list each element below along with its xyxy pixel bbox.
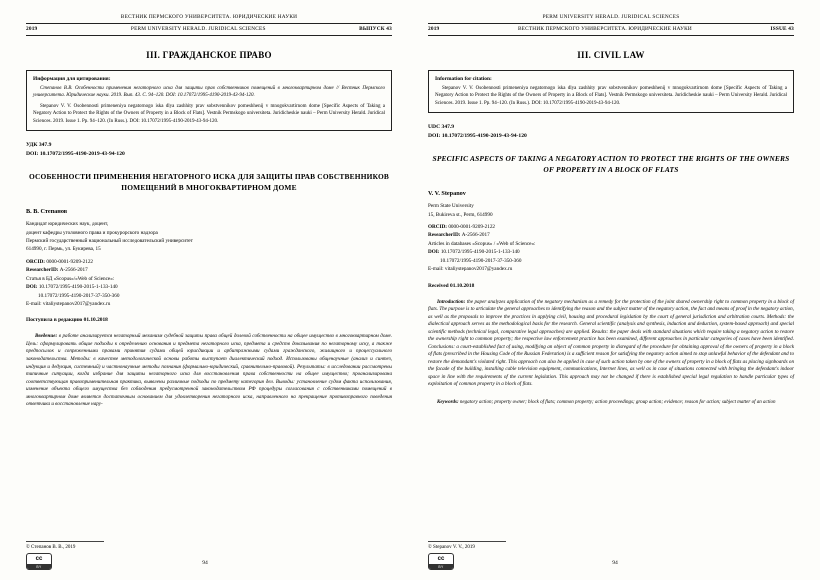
abstract-lead-en: Introduction: bbox=[437, 298, 466, 305]
author-ids-ru bbox=[26, 258, 392, 309]
cc-symbol: cc bbox=[35, 556, 43, 562]
cc-symbol: cc bbox=[437, 556, 445, 562]
abstract-en bbox=[428, 299, 794, 389]
footer-rule-right bbox=[428, 541, 506, 542]
year-right: 2019 bbox=[428, 26, 440, 32]
doi-db-line-1 bbox=[26, 283, 392, 291]
databases-line bbox=[26, 275, 392, 283]
citation-box-left bbox=[26, 70, 392, 131]
received-date-en: Received 01.10.2018 bbox=[428, 282, 475, 289]
author-ids-en bbox=[428, 223, 794, 274]
databases-label-en: Articles in databases «Scopus» / «Web of Science»: bbox=[428, 240, 536, 247]
citation-heading-right: Information for citation: bbox=[435, 76, 492, 83]
author-name-en: V. V. Stepanov bbox=[428, 190, 466, 198]
doi-db-line-en-1 bbox=[428, 248, 794, 256]
affiliation-line: Perm State University bbox=[428, 203, 474, 210]
researcherid-line-en bbox=[428, 231, 794, 239]
page-right-column bbox=[410, 0, 820, 580]
rule-bottom-left bbox=[26, 35, 392, 36]
doi-db-label-en: DOI: bbox=[428, 249, 441, 256]
citation-ru: Степанов В.В. Особенности применения негаторного иска для защиты прав собственников помещений в многоквартирном доме // Вестник Пермского университета. Юридические науки. 2019. Вып. 43. C. 94–120. DOI: 10.17072/1995-4190-2019-43-94-120. bbox=[33, 85, 385, 99]
doi-left: DOI: 10.17072/1995-4190-2019-43-94-120 bbox=[26, 150, 125, 157]
doi-db-label: DOI: bbox=[26, 284, 39, 291]
running-head-left: ВЕСТНИК ПЕРМСКОГО УНИВЕРСИТЕТА. ЮРИДИЧЕСКИЕ НАУКИ bbox=[120, 14, 298, 20]
researcherid-value-en: A-2566-2017 bbox=[461, 232, 490, 239]
email-line-ru bbox=[26, 300, 392, 308]
orcid-value-en: 0000-0001-9209-2122 bbox=[448, 224, 496, 231]
received-date-ru: Поступила в редакцию 01.10.2018 bbox=[26, 317, 108, 324]
orcid-line bbox=[26, 258, 392, 266]
email-label: E-mail: bbox=[26, 300, 43, 307]
copyright-ru: © Степанов В. В., 2019 bbox=[26, 545, 76, 550]
doi-db-line-2 bbox=[26, 292, 392, 300]
year-left: 2019 bbox=[26, 26, 38, 32]
citation-box-right bbox=[428, 70, 794, 113]
copyright-en: © Stepanov V. V., 2019 bbox=[428, 545, 475, 550]
orcid-value: 0000-0001-9209-2122 bbox=[46, 258, 94, 265]
abstract-lead-ru: Введение: bbox=[35, 333, 58, 340]
cc-label: BY bbox=[429, 564, 453, 569]
researcherid-label-en: ResearcherID: bbox=[428, 232, 462, 239]
doi-db-value-en: 10.17072/1995-4190-2015-1-133-140 bbox=[440, 249, 520, 256]
citation-en-right: Stepanov V. V. Osobennosti primeneniya negatornogo iska dlya zashhity prav sobstvennikov pomeshhenij v mnogokvartirnom dome [Specific Aspects of Taking a Negatory Action to Protect the Rights of the Owners of Property in a Block of Flats]. Vestnik Permskogo universiteta. Juridicheskie nauki – Perm University Herald. Juridical Sciences. 2019. Issue 1. Pp. 94–120. (In Russ.). DOI: 10.17072/1995-4190-2019-43-94-120. bbox=[435, 85, 787, 106]
doi-db-value-2: 10.17072/1995-4190-2017-37-350-360 bbox=[38, 292, 120, 299]
orcid-label-en: ORCID: bbox=[428, 224, 449, 231]
cc-label: BY bbox=[27, 564, 51, 569]
keywords-label: Keywords: bbox=[437, 399, 459, 405]
affiliation-ru bbox=[26, 220, 392, 254]
issue-left: ВЫПУСК 43 bbox=[359, 26, 392, 32]
udc-left: УДК 347.9 bbox=[26, 142, 52, 149]
issue-right: ISSUE 43 bbox=[770, 26, 794, 32]
doi-db-line-en-2 bbox=[428, 257, 794, 265]
orcid-label: ORCID: bbox=[26, 258, 47, 265]
author-name-ru: В. В. Степанов bbox=[26, 208, 68, 216]
article-title-en: SPECIFIC ASPECTS OF TAKING A NEGATORY ACTION TO PROTECT THE RIGHTS OF THE OWNERS OF PROPERTY IN A BLOCK OF FLATS bbox=[432, 153, 790, 175]
journal-name-left: PERM UNIVERSITY HERALD. JURIDICAL SCIENCES bbox=[130, 26, 266, 32]
affiliation-line: Кандидат юридических наук, доцент, bbox=[26, 221, 109, 228]
rule-bottom-right bbox=[428, 35, 794, 36]
affiliation-line: доцент кафедры уголовного права и прокурорского надзора bbox=[26, 229, 158, 236]
citation-en-left: Stepanov V. V. Osobennosti primeneniya negatornogo iska dlya zashhity prav sobstvennikov pomeshhenij v mnogokvartirnom dome [Specific Aspects of Taking a Negatory Action to Protect the Rights of the Owners of Property in a Block of Flats]. Vestnik Permskogo universiteta. Juridicheskie nauki – Perm University Herald. Juridical Sciences. 2019. Issue 1. Pp. 94–120. (In Russ.). DOI: 10.17072/1995-4190-2019-43-94-120. bbox=[33, 103, 385, 124]
meta-row-left bbox=[26, 24, 392, 34]
section-title-left: III. ГРАЖДАНСКОЕ ПРАВО bbox=[146, 50, 272, 61]
citation-heading-left: Информация для цитирования: bbox=[33, 76, 111, 83]
abstract-ru bbox=[26, 333, 392, 408]
affiliation-en bbox=[428, 202, 794, 219]
researcherid-value: A-2566-2017 bbox=[59, 267, 88, 274]
databases-label: Статья в БД «Scopus»/«Web of Science»: bbox=[26, 275, 115, 282]
page-number-left: 94 bbox=[202, 560, 208, 566]
abstract-text-ru: в работе анализируется негаторный механизм судебной защиты права общей долевой собственности на общее имущество в многоквартирном доме. Цель: сформулировать общие подходы к определению основания и предмета негаторного иска, предмета и средств доказывания по негаторному иску, а также предпосылок и сопряженными правами принятия судами общей юрисдикции и арбитражными судами гражданского, жилищного и процессуального законодательства. Методы: в качестве методологической основы работы выступает диалектический подход. Использованы общенаучные (анализ и синтез, индукция и дедукция, системный) и частнонаучные методы познания (формально-юридический, сравнительно-правовой). Результаты: в исследовании рассмотрены типичные ситуации, когда избрание для защиты негаторного иска для восстановления права собственности на общее имущество; проанализирована соответствующая правоприменительная практика, выявлены различные подходы по предмету категория дел. Выводы: установление судом факта использования, изменение объекта общего имущества без соблюдения предусмотренной законодательством РФ процедуры согласования с собственниками помещений в многоквартирном доме является достаточным основанием для удовлетворения негаторного иска, направленного на прекращение противоправного поведения ответчика и восстановление нару- bbox=[26, 333, 392, 408]
udc-right: UDC 347.9 bbox=[428, 124, 455, 131]
article-title-ru: ОСОБЕННОСТИ ПРИМЕНЕНИЯ НЕГАТОРНОГО ИСКА ДЛЯ ЗАЩИТЫ ПРАВ СОБСТВЕННИКОВ ПОМЕЩЕНИЙ В МНОГОКВАРТИРНОМ ДОМЕ bbox=[28, 171, 390, 193]
page-number-right: 94 bbox=[612, 560, 618, 566]
databases-line-en bbox=[428, 240, 794, 248]
affiliation-line: 614990, г. Пермь, ул. Букирева, 15 bbox=[26, 246, 101, 253]
meta-row-right bbox=[428, 24, 794, 34]
doi-right: DOI: 10.17072/1995-4190-2019-43-94-120 bbox=[428, 132, 527, 139]
affiliation-line: 15, Bukireva st., Perm, 614990 bbox=[428, 211, 493, 218]
email-line-en bbox=[428, 265, 794, 273]
email-value-en: vitaliystepanov2017@yandex.ru bbox=[444, 266, 513, 273]
footer-rule-left bbox=[26, 541, 104, 542]
affiliation-line: Пермский государственный национальный исследовательский университет bbox=[26, 238, 193, 245]
email-label-en: E-mail: bbox=[428, 266, 445, 273]
researcherid-line bbox=[26, 266, 392, 274]
section-title-right: III. CIVIL LAW bbox=[577, 50, 645, 61]
journal-name-right: ВЕСТНИК ПЕРМСКОГО УНИВЕРСИТЕТА. ЮРИДИЧЕСКИЕ НАУКИ bbox=[517, 26, 692, 32]
orcid-line-en bbox=[428, 223, 794, 231]
running-head-right: PERM UNIVERSITY HERALD. JURIDICAL SCIENCES bbox=[542, 14, 680, 20]
doi-db-value-en-2: 10.17072/1995-4190-2017-37-350-360 bbox=[440, 257, 522, 264]
email-value: vitaliystepanov2017@yandex.ru bbox=[42, 300, 111, 307]
keywords-en bbox=[428, 399, 794, 407]
abstract-text-en: the paper analyzes application of the negatory mechanism as a remedy for the protection of the joint shared ownership right to common property in a block of flats. The purpose is to articulate the general approaches to identifying the reason and the subject matter of the negatory action, the fact and means of proof in the negatory action, as well as the proposals to improve the practices in applying civil, housing and procedural legislation by the court of general jurisdiction and arbitration courts. Methods: the dialectical approach serves as the methodological basis for the research. General scientific (analysis and synthesis, induction and deduction, system-based approach) and special scientific methods (technical legal, comparative legal approaches) are applied. Results: the paper deals with standard situations which require taking a negatory action to restore the ownership right to common property; the respective law enforcement practice has been examined, different approaches in particular categories of cases have been identified. Conclusions: a court-established fact of using, modifying an object of common property in disregard of the procedure for obtaining approval of the owners of property in a block of flats (prescribed in the Housing Code of the Russian Federation) is a sufficient reason for satisfying the negatory action aimed to stop unlawful behavior of the defendant and to restore the demandant's violated right. This approach can also be applied in case of such action taken by one of the owners of property in a block of flats as placing signboards on the facade of the building, installing cable television equipment, communications, Internet lines, as well as in case of situations connected with bringing the defendant's indoor space in line with the requirements of the current legislation. This approach may not be changed if there is established special legal regulation to handle particular types of exploitation of common property in a block of flats. bbox=[428, 298, 794, 388]
keywords-text: negatory action; property owner; block of flats; common property; action proceedings; group action; evidence; reason for action; subject matter of an action bbox=[458, 399, 776, 405]
doi-db-value: 10.17072/1995-4190-2015-1-133-140 bbox=[38, 284, 118, 291]
researcherid-label: ResearcherID: bbox=[26, 267, 60, 274]
